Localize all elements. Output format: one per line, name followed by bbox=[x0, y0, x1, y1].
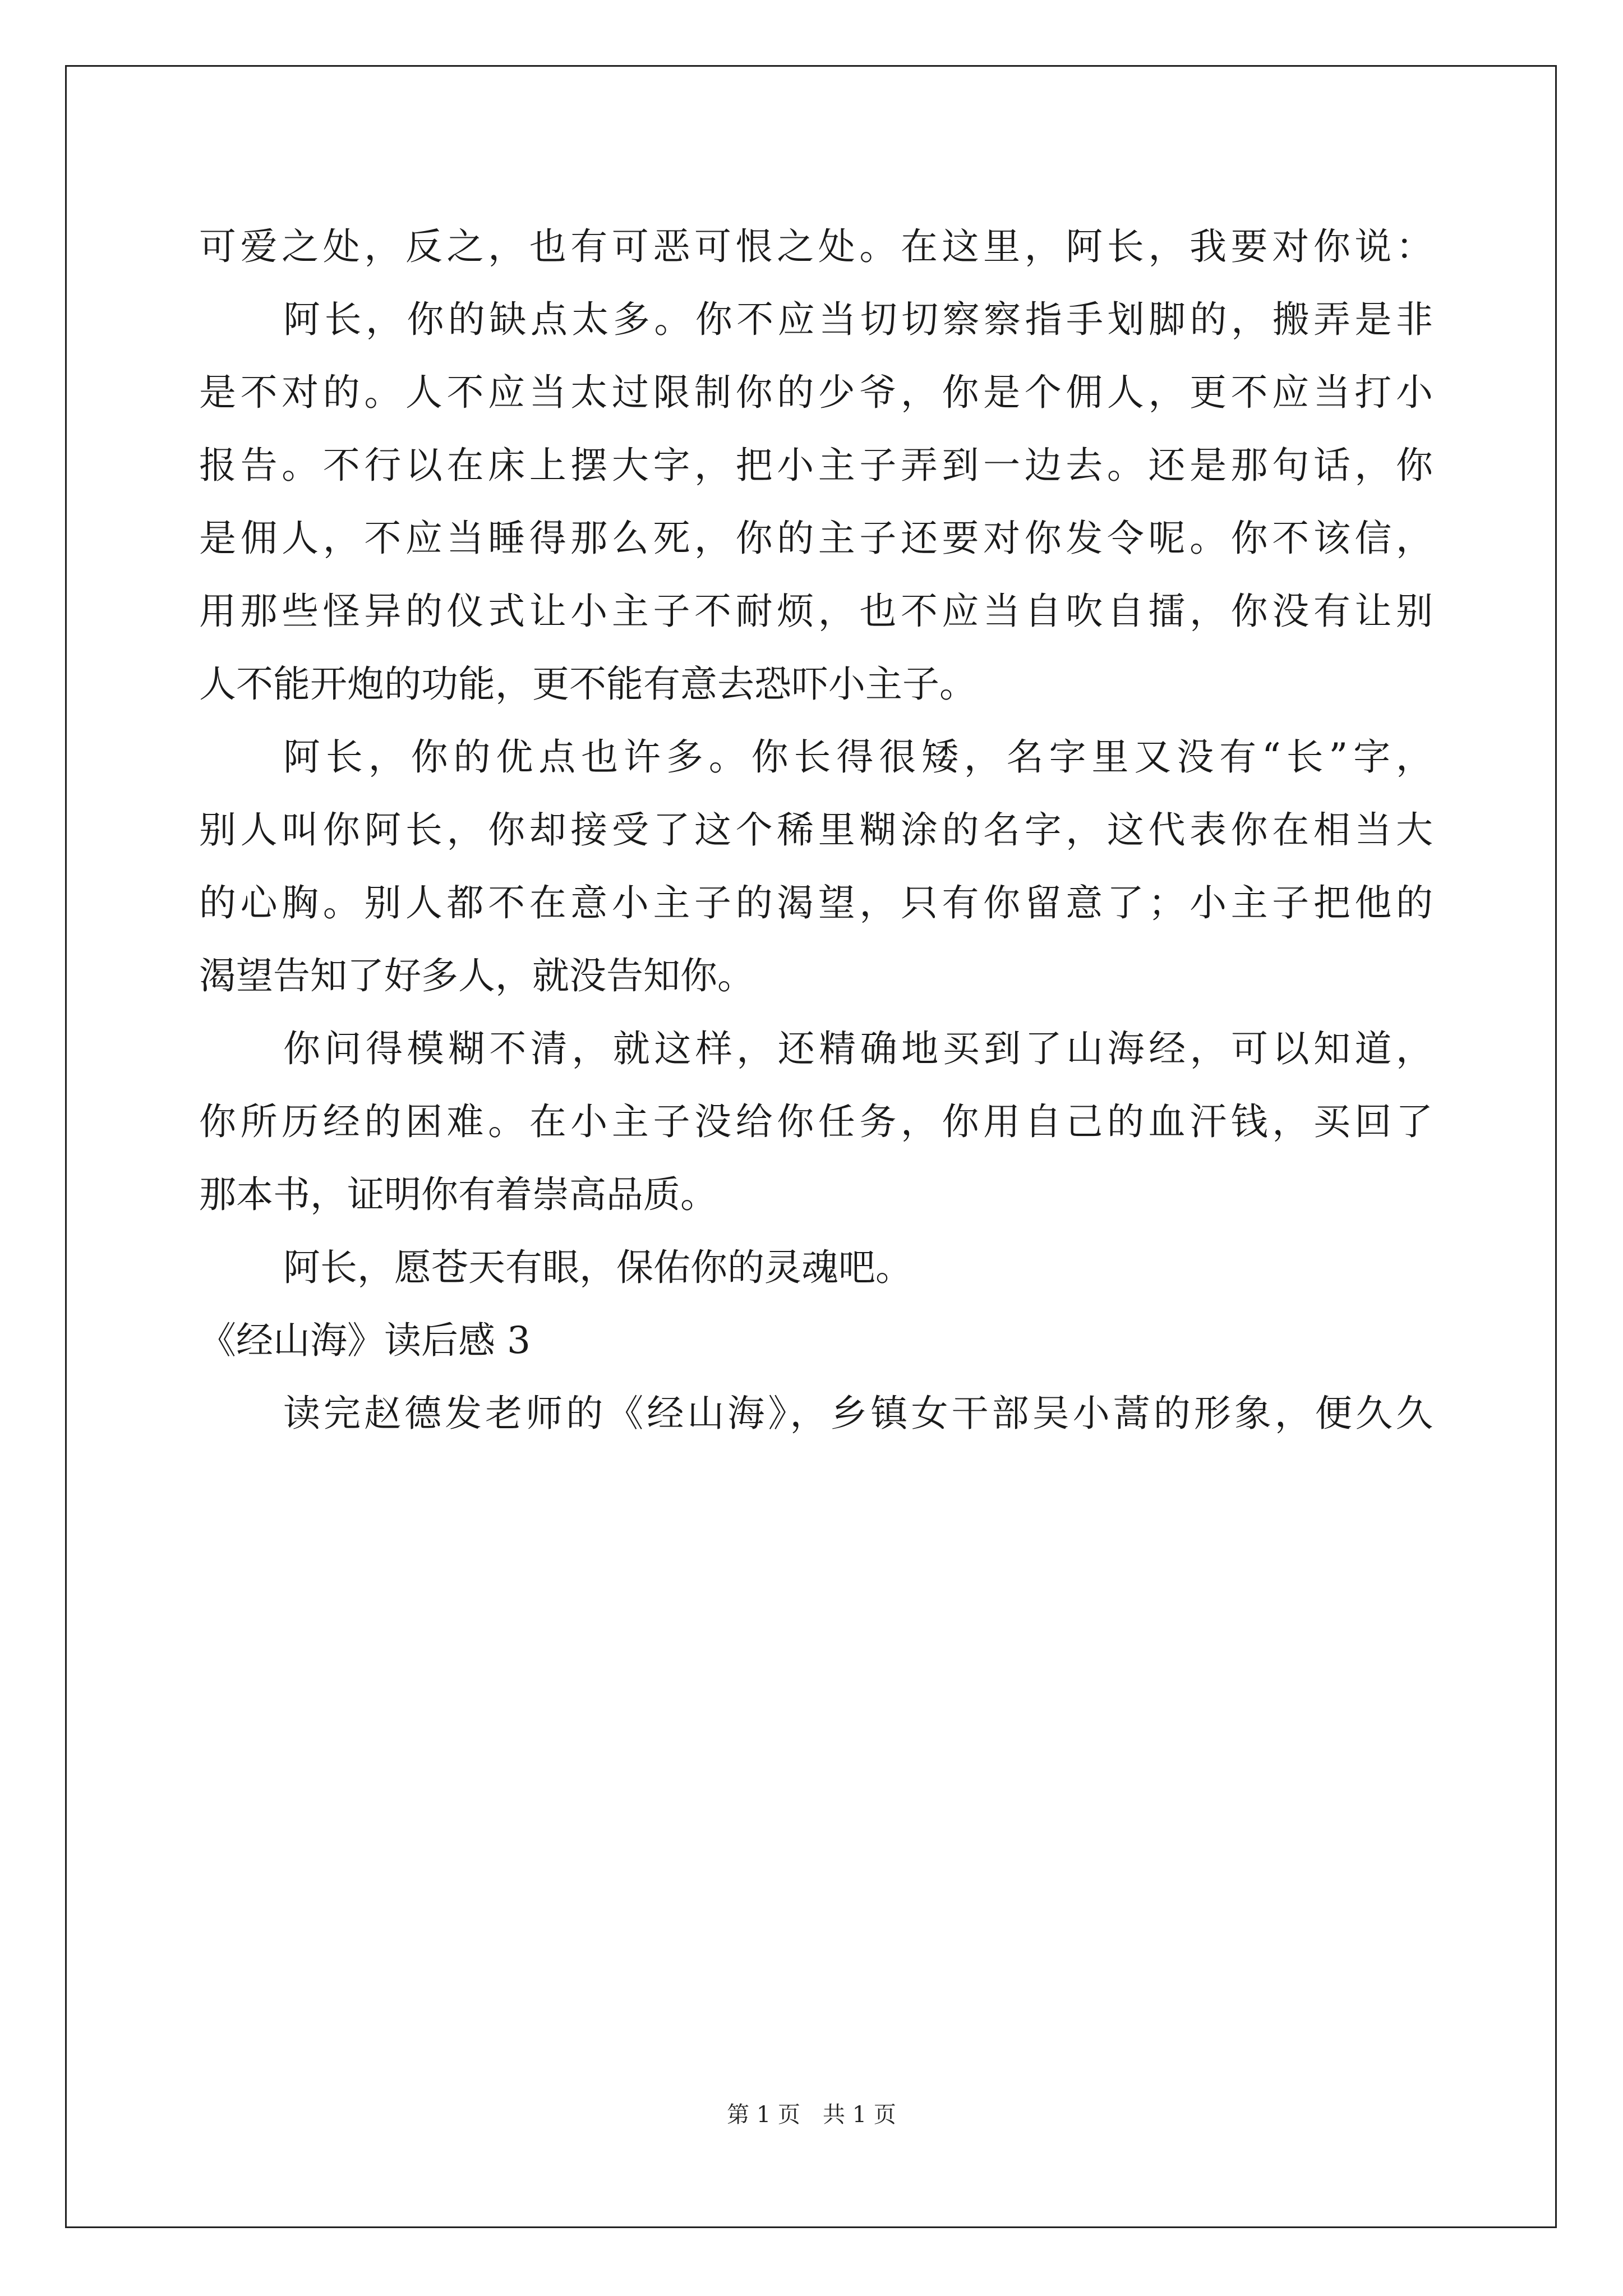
paragraph-start-line: 你问得模糊不清，就这样，还精确地买到了山海经，可以知道， bbox=[283, 1027, 1433, 1070]
text-line: 报告。不行以在床上摆大字，把小主子弄到一边去。还是那句话，你 bbox=[199, 444, 1433, 487]
page-number-footer: 第 1 页 共 1 页 bbox=[727, 2102, 896, 2128]
paragraph-start-line: 读完赵德发老师的《经山海》，乡镇女干部吴小蒿的形象，便久久 bbox=[283, 1392, 1433, 1435]
text-line: 那本书，证明你有着崇高品质。 bbox=[199, 1173, 717, 1216]
text-line: 人不能开炮的功能，更不能有意去恐吓小主子。 bbox=[199, 662, 976, 706]
paragraph-start-line: 阿长，你的缺点太多。你不应当切切察察指手划脚的，搬弄是非 bbox=[283, 298, 1433, 341]
text-line: 用那些怪异的仪式让小主子不耐烦，也不应当自吹自擂，你没有让别 bbox=[199, 590, 1433, 633]
section-heading: 《经山海》读后感 3 bbox=[199, 1319, 531, 1362]
text-line: 是佣人，不应当睡得那么死，你的主子还要对你发令呢。你不该信， bbox=[199, 517, 1433, 560]
text-line: 可爱之处，反之，也有可恶可恨之处。在这里，阿长，我要对你说： bbox=[199, 225, 1433, 268]
text-line: 是不对的。人不应当太过限制你的少爷，你是个佣人，更不应当打小 bbox=[199, 371, 1433, 414]
paragraph-start-line: 阿长，愿苍天有眼，保佑你的灵魂吧。 bbox=[283, 1246, 912, 1289]
text-line: 你所历经的困难。在小主子没给你任务，你用自己的血汗钱，买回了 bbox=[199, 1100, 1433, 1143]
text-line: 的心胸。别人都不在意小主子的渴望，只有你留意了；小主子把他的 bbox=[199, 881, 1433, 924]
text-line: 别人叫你阿长，你却接受了这个稀里糊涂的名字，这代表你在相当大 bbox=[199, 808, 1433, 852]
text-line: 渴望告知了好多人，就没告知你。 bbox=[199, 954, 754, 997]
paragraph-start-line: 阿长，你的优点也许多。你长得很矮，名字里又没有“长”字， bbox=[283, 735, 1433, 779]
